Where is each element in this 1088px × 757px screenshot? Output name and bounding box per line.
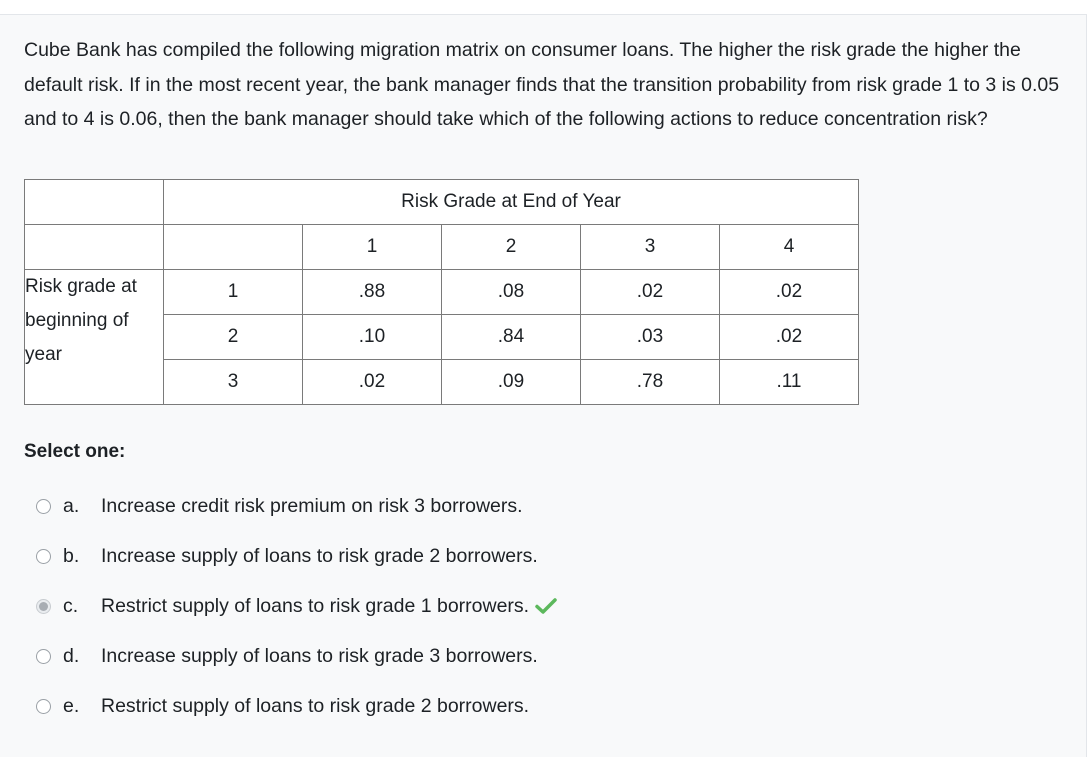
option-letter: e. — [63, 694, 80, 717]
option-b[interactable] — [36, 531, 557, 581]
table-cell: .02 — [303, 360, 442, 405]
question-card — [0, 14, 1087, 757]
answer-options — [36, 481, 557, 731]
table-cell: .03 — [581, 315, 720, 360]
checkmark-icon — [535, 597, 557, 615]
table-corner-cell — [25, 180, 164, 225]
column-header: 4 — [720, 225, 859, 270]
option-letter: a. — [63, 494, 80, 517]
radio-button-d[interactable] — [36, 649, 51, 664]
table-cell: .02 — [581, 270, 720, 315]
option-text: Restrict supply of loans to risk grade 2 borrowers. — [101, 694, 530, 717]
option-text: Restrict supply of loans to risk grade 1 borrowers. — [101, 594, 530, 617]
row-grade: 3 — [164, 360, 303, 405]
column-header: 3 — [581, 225, 720, 270]
table-cell: .02 — [720, 315, 859, 360]
table-header-title: Risk Grade at End of Year — [164, 180, 859, 225]
option-c[interactable] — [36, 581, 557, 631]
table-cell: .10 — [303, 315, 442, 360]
option-e[interactable] — [36, 681, 557, 731]
row-grade: 2 — [164, 315, 303, 360]
table-cell: .84 — [442, 315, 581, 360]
option-letter: b. — [63, 544, 80, 567]
option-text: Increase supply of loans to risk grade 3 borrowers. — [101, 644, 538, 667]
column-header: 2 — [442, 225, 581, 270]
migration-matrix-table — [24, 179, 859, 405]
radio-button-c[interactable] — [36, 599, 51, 614]
option-letter: d. — [63, 644, 80, 667]
table-cell: .88 — [303, 270, 442, 315]
table-column-row — [25, 225, 859, 270]
radio-button-a[interactable] — [36, 499, 51, 514]
table-cell: .08 — [442, 270, 581, 315]
table-cell: .09 — [442, 360, 581, 405]
table-empty-cell — [164, 225, 303, 270]
row-grade: 1 — [164, 270, 303, 315]
radio-button-e[interactable] — [36, 699, 51, 714]
question-text: Cube Bank has compiled the following migration matrix on consumer loans. The higher the risk grade the higher the default risk. If in the most recent year, the bank manager finds that the transition probability from risk grade 1 to 3 is 0.05 and to 4 is 0.06, then the bank manager should take which of the following actions to reduce concentration risk? — [24, 39, 1060, 130]
option-letter: c. — [63, 594, 79, 617]
table-empty-cell — [25, 225, 164, 270]
row-group-label: Risk grade at beginning of year — [25, 270, 164, 405]
table-cell: .78 — [581, 360, 720, 405]
table-cell: .11 — [720, 360, 859, 405]
option-a[interactable] — [36, 481, 557, 531]
radio-button-b[interactable] — [36, 549, 51, 564]
table-row — [25, 270, 859, 315]
option-d[interactable] — [36, 631, 557, 681]
select-one-label: Select one: — [24, 441, 126, 462]
table-header-row — [25, 180, 859, 225]
table-cell: .02 — [720, 270, 859, 315]
column-header: 1 — [303, 225, 442, 270]
option-text: Increase credit risk premium on risk 3 borrowers. — [101, 494, 523, 517]
option-text: Increase supply of loans to risk grade 2 borrowers. — [101, 544, 538, 567]
